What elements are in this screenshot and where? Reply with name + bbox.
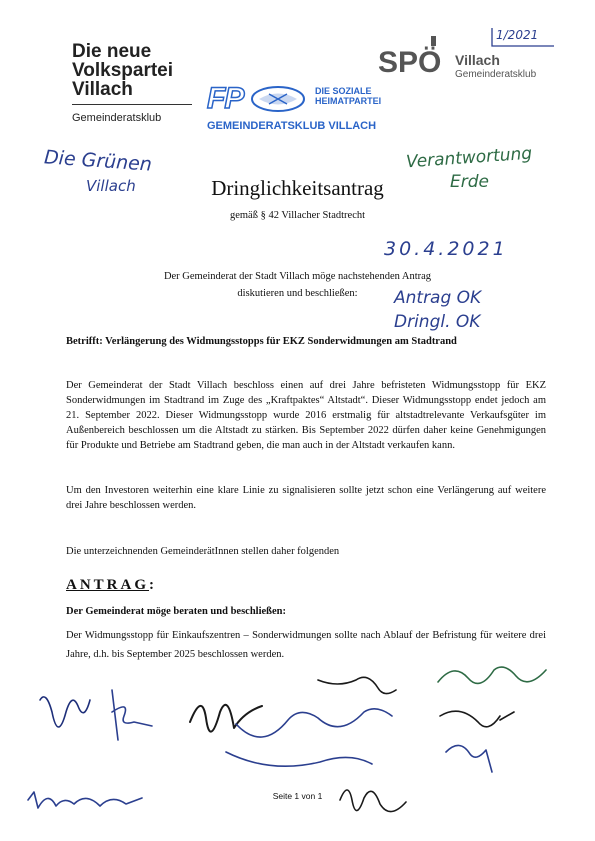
fpo-tagline-2: HEIMATPARTEI — [315, 96, 382, 106]
handwritten-check-dringl: Dringl. OK — [394, 312, 481, 332]
antrag-heading-text: ANTRAG — [66, 577, 150, 593]
party-logo-vp-sub: Gemeinderatsklub — [72, 112, 162, 124]
signature-3 — [190, 705, 262, 732]
fpo-club-name: GEMEINDERATSKLUB VILLACH — [207, 120, 377, 132]
signature-2 — [112, 690, 152, 740]
spo-city: Villach — [455, 52, 500, 68]
document-paragraph-3: Die unterzeichnenden GemeinderätInnen stellen daher folgenden — [66, 546, 340, 557]
spo-sub: Gemeinderatsklub — [455, 69, 537, 80]
handwritten-top-right-mark: 1/2021 — [496, 28, 539, 42]
handwritten-erde: Erde — [450, 172, 489, 192]
signature-7 — [438, 667, 546, 683]
handwritten-gruene-villach: Villach — [86, 177, 136, 195]
handwritten-verantwortung: Verantwortung — [405, 143, 533, 173]
document-paragraph-2: Um den Investoren weiterhin eine klare Linie zu signalisieren sollte jetzt schon eine Verlängerung auf weitere drei Jahre beschlossen werden. — [66, 485, 546, 511]
document-subtitle: gemäß § 42 Villacher Stadtrecht — [229, 210, 366, 221]
signature-6 — [318, 677, 396, 693]
document-intro-line-1: Der Gemeinderat der Stadt Villach möge nachstehenden Antrag — [163, 271, 432, 282]
handwritten-date: 30.4.2021 — [384, 238, 508, 260]
document-intro-line-2: diskutieren und beschließen: — [237, 288, 358, 299]
antrag-text: Der Widmungsstopp für Einkaufszentren – Sonderwidmungen sollte nach Ablauf der Befristung für weitere drei Jahre, d.h. bis September 2025 beschlossen werden. — [66, 630, 546, 660]
signature-5 — [226, 752, 372, 766]
spo-wordmark: SPÖ — [378, 46, 442, 79]
signature-9 — [446, 745, 492, 772]
document-title: Dringlichkeitsantrag — [211, 176, 384, 200]
document-paragraph-1: Der Gemeinderat der Stadt Villach beschloss einen auf drei Jahre befristeten Widmungsstopp für EKZ Sonderwidmungen im Stadtrand im Zuge des „Kraftpaktes“ Altstadt“. Dieser Widmungsstopp endet jedoch am 21. September 2022. Dieser Widmungsstopp wurde 2016 erstmalig für altstadtrelevante Verkaufsgüter im Außenbereich beschlossen um die Altstadt zu stärken. Bis September 2022 dürfen daher keine Genehmigungen für Produkte und Betriebe am Stadtrand geben, die man auch in der Altstadt verkaufen kann. — [66, 380, 546, 451]
document-subject: Betrifft: Verlängerung des Widmungsstopps für EKZ Sonderwidmungen am Stadtrand — [66, 336, 457, 347]
party-logo-vp-line-3: Villach — [72, 79, 133, 100]
handwritten-check-antrag: Antrag OK — [394, 288, 482, 308]
signature-8 — [440, 711, 514, 727]
fpo-wordmark: FP — [207, 82, 244, 115]
handwritten-gruene: Die Grünen — [43, 146, 153, 176]
fpo-tagline-1: DIE SOZIALE — [315, 86, 372, 96]
signature-4 — [236, 709, 392, 737]
antrag-subheading: Der Gemeinderat möge beraten und beschließen: — [66, 606, 286, 617]
party-logo-vp-line-1: Die neue — [72, 41, 152, 62]
page-number: Seite 1 von 1 — [272, 791, 323, 801]
antrag-heading-colon: : — [149, 577, 158, 593]
signature-1 — [40, 697, 90, 727]
party-logo-vp-line-2: Volkspartei — [72, 60, 174, 81]
